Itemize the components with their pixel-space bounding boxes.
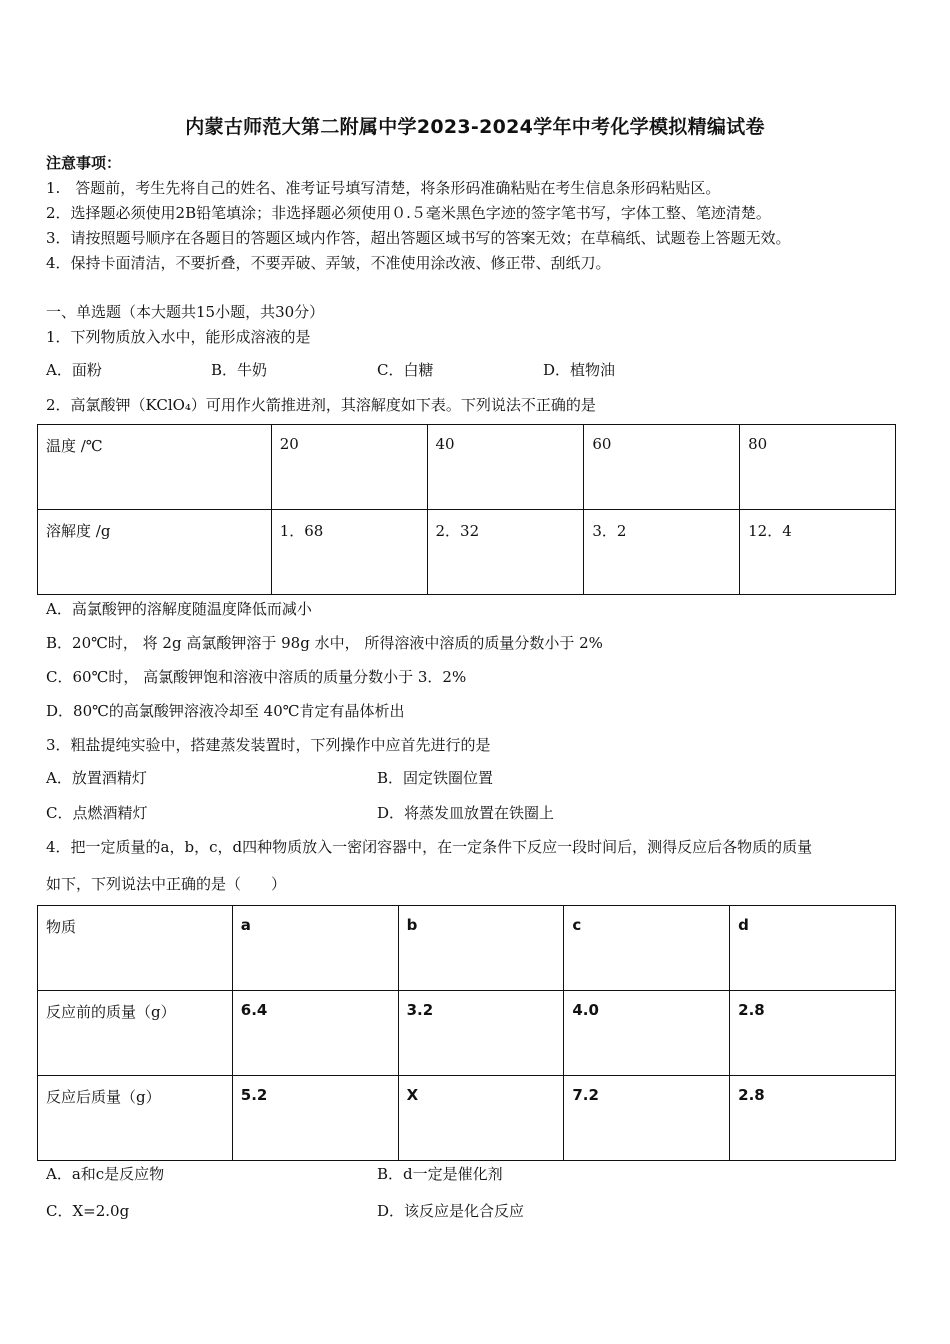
table-cell: d [730,906,896,991]
table-row [38,1076,896,1161]
q4-option-d: D．该反应是化合反应 [377,1202,525,1220]
q1-stem: 1．下列物质放入水中，能形成溶液的是 [46,328,311,346]
table-cell: 7.2 [564,1076,730,1161]
notice-heading: 注意事项： [46,154,122,172]
q1-option-c: C．白糖 [377,361,434,379]
table-cell: 4.0 [564,991,730,1076]
table-cell: 溶解度 /g [38,510,272,595]
notice-item-4: 4．保持卡面清洁，不要折叠，不要弄破、弄皱，不准使用涂改液、修正带、刮纸刀。 [46,254,611,272]
notice-item-3: 3．请按照题号顺序在各题目的答题区域内作答，超出答题区域书写的答案无效；在草稿纸、试题卷上答题无效。 [46,229,791,247]
table-cell: 反应前的质量（g） [38,991,233,1076]
q3-option-a: A．放置酒精灯 [46,769,147,787]
table-cell: 20 [271,425,427,510]
table-cell: 12．4 [740,510,896,595]
q3-option-d: D．将蒸发皿放置在铁圈上 [377,804,555,822]
q4-option-a: A．a和c是反应物 [46,1165,165,1183]
table-cell: 80 [740,425,896,510]
exam-title: 内蒙古师范大第二附属中学2023-2024学年中考化学模拟精编试卷 [185,116,765,138]
table-cell: X [398,1076,564,1161]
q4-mass-table [37,905,896,1161]
table-cell: a [232,906,398,991]
q2-solubility-table [37,424,896,595]
q4-option-b: B．d一定是催化剂 [377,1165,503,1183]
table-cell: 5.2 [232,1076,398,1161]
notice-item-1: 1. 答题前，考生先将自己的姓名、准考证号填写清楚，将条形码准确粘贴在考生信息条形码粘贴区。 [46,179,721,197]
q1-option-d: D．植物油 [543,361,616,379]
q2-option-a: A．高氯酸钾的溶解度随温度降低而减小 [46,600,312,618]
q2-option-c: C．60℃时， 高氯酸钾饱和溶液中溶质的质量分数小于 3．2% [46,668,467,686]
notice-item-2: 2．选择题必须使用2B铅笔填涂；非选择题必须使用０.５毫米黑色字迹的签字笔书写，字体工整、笔迹清楚。 [46,204,771,222]
table-cell: 60 [584,425,740,510]
table-cell: 40 [427,425,584,510]
q1-option-b: B．牛奶 [211,361,268,379]
table-cell: 反应后质量（g） [38,1076,233,1161]
table-row [38,425,896,510]
table-cell: c [564,906,730,991]
q3-stem: 3．粗盐提纯实验中，搭建蒸发装置时，下列操作中应首先进行的是 [46,736,491,754]
table-cell: 6.4 [232,991,398,1076]
q2-option-d: D．80℃的高氯酸钾溶液冷却至 40℃肯定有晶体析出 [46,702,405,720]
q2-stem: 2．高氯酸钾（KClO₄）可用作火箭推进剂，其溶解度如下表。下列说法不正确的是 [46,396,596,414]
table-cell: 3.2 [398,991,564,1076]
q3-option-c: C．点燃酒精灯 [46,804,148,822]
table-cell: b [398,906,564,991]
table-cell: 2.8 [730,991,896,1076]
table-row [38,991,896,1076]
table-cell: 2．32 [427,510,584,595]
table-row [38,510,896,595]
q4-stem-line2: 如下，下列说法中正确的是（ ） [46,875,287,893]
table-cell: 3．2 [584,510,740,595]
q2-option-b: B．20℃时， 将 2g 高氯酸钾溶于 98g 水中， 所得溶液中溶质的质量分数小于 2% [46,634,603,652]
q1-option-a: A．面粉 [46,361,102,379]
table-cell: 2.8 [730,1076,896,1161]
q4-stem-line1: 4．把一定质量的a，b，c，d四种物质放入一密闭容器中，在一定条件下反应一段时间后，测得反应后各物质的质量 [46,838,813,856]
table-row [38,906,896,991]
table-cell: 物质 [38,906,233,991]
q4-option-c: C．X=2.0g [46,1202,130,1220]
table-cell: 温度 /℃ [38,425,272,510]
table-cell: 1．68 [271,510,427,595]
q3-option-b: B．固定铁圈位置 [377,769,494,787]
section-heading: 一、单选题（本大题共15小题，共30分） [46,303,325,321]
